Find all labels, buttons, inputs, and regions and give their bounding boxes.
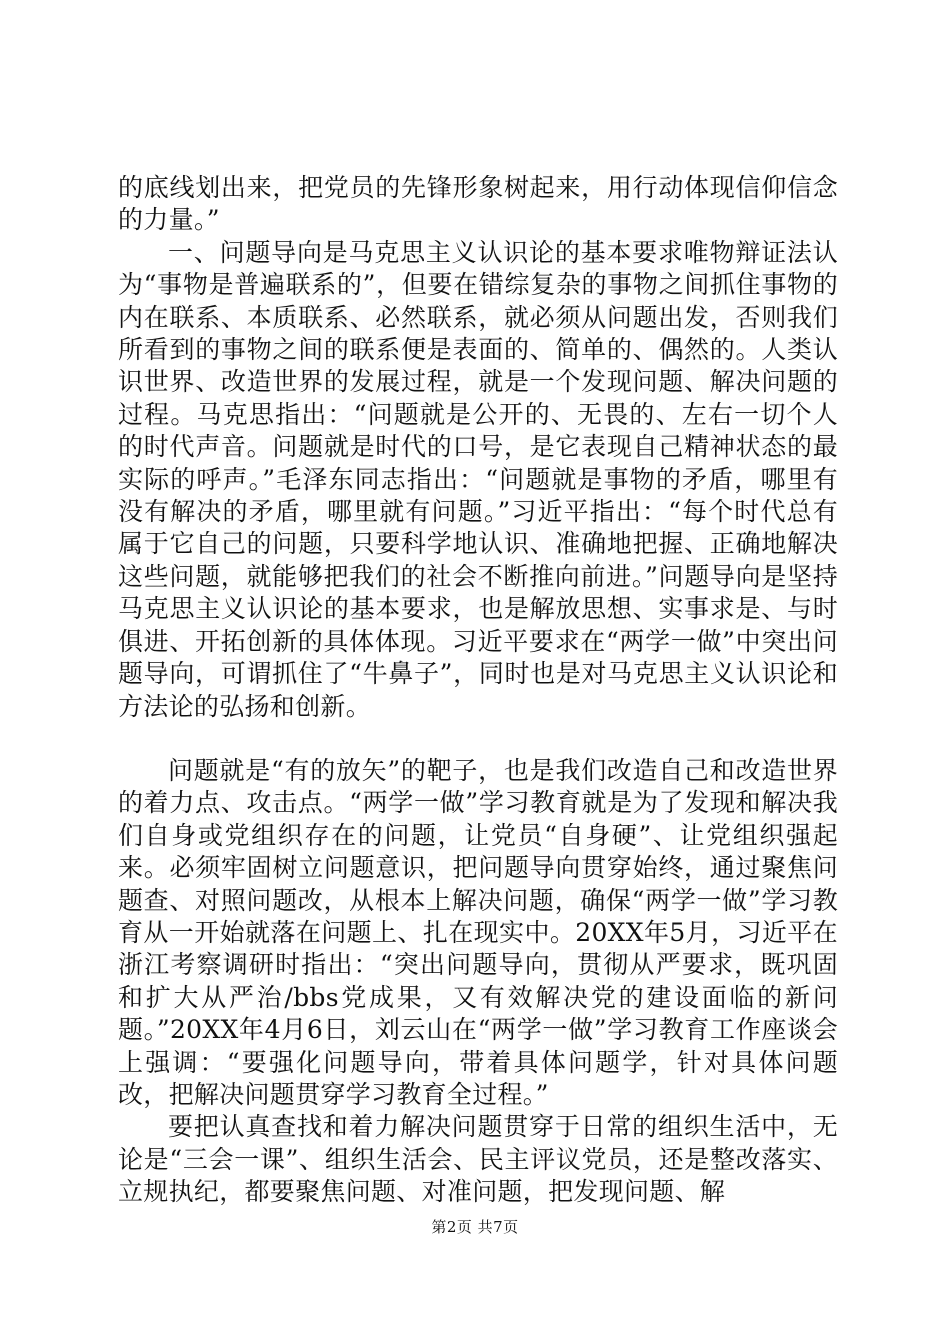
paragraph-3: 问题就是“有的放矢”的靶子，也是我们改造自己和改造世界的着力点、攻击点。“两学一做”学习教育就是为了发现和解决我们自身或党组织存在的问题，让党员“自身硬”、让党组织强起来。必须牢固树立问题意识，把问题导向贯穿始终，通过聚焦问题查、对照问题改，从根本上解决问题，确保“两学一做”学习教育从一开始就落在问题上、扎在现实中。20XX年5月，习近平在浙江考察调研时指出：“突出问题导向，贯彻从严要求，既巩固和扩大从严治/bbs党成果，又有效解决党的建设面临的新问题。”20XX年4月6日，刘云山在“两学一做”学习教育工作座谈会上强调：“要强化问题导向，带着具体问题学，针对具体问题改，把解决问题贯穿学习教育全过程。” bbox=[118, 755, 838, 1109]
document-body bbox=[118, 172, 838, 1209]
paragraph-gap bbox=[118, 723, 838, 755]
paragraph-4: 要把认真查找和着力解决问题贯穿于日常的组织生活中，无论是“三会一课”、组织生活会、民主评议党员，还是整改落实、立规执纪，都要聚焦问题、对准问题，把发现问题、解 bbox=[118, 1112, 838, 1207]
page-number-footer: 第2页 共7页 bbox=[431, 1218, 519, 1236]
paragraph-1: 的底线划出来，把党员的先锋形象树起来，用行动体现信仰信念的力量。” bbox=[118, 173, 838, 235]
paragraph-2: 一、问题导向是马克思主义认识论的基本要求唯物辩证法认为“事物是普遍联系的”，但要在错综复杂的事物之间抓住事物的内在联系、本质联系、必然联系，就必须从问题出发，否则我们所看到的事物之间的联系便是表面的、简单的、偶然的。人类认识世界、改造世界的发展过程，就是一个发现问题、解决问题的过程。马克思指出：“问题就是公开的、无畏的、左右一切个人的时代声音。问题就是时代的口号，是它表现自己精神状态的最实际的呼声。”毛泽东同志指出：“问题就是事物的矛盾，哪里有没有解决的矛盾，哪里就有问题。”习近平指出：“每个时代总有属于它自己的问题，只要科学地认识、准确地把握、正确地解决这些问题，就能够把我们的社会不断推向前进。”问题导向是坚持马克思主义认识论的基本要求，也是解放思想、实事求是、与时俱进、开拓创新的具体体现。习近平要求在“两学一做”中突出问题导向，可谓抓住了“牛鼻子”，同时也是对马克思主义认识论和方法论的弘扬和创新。 bbox=[118, 237, 838, 721]
